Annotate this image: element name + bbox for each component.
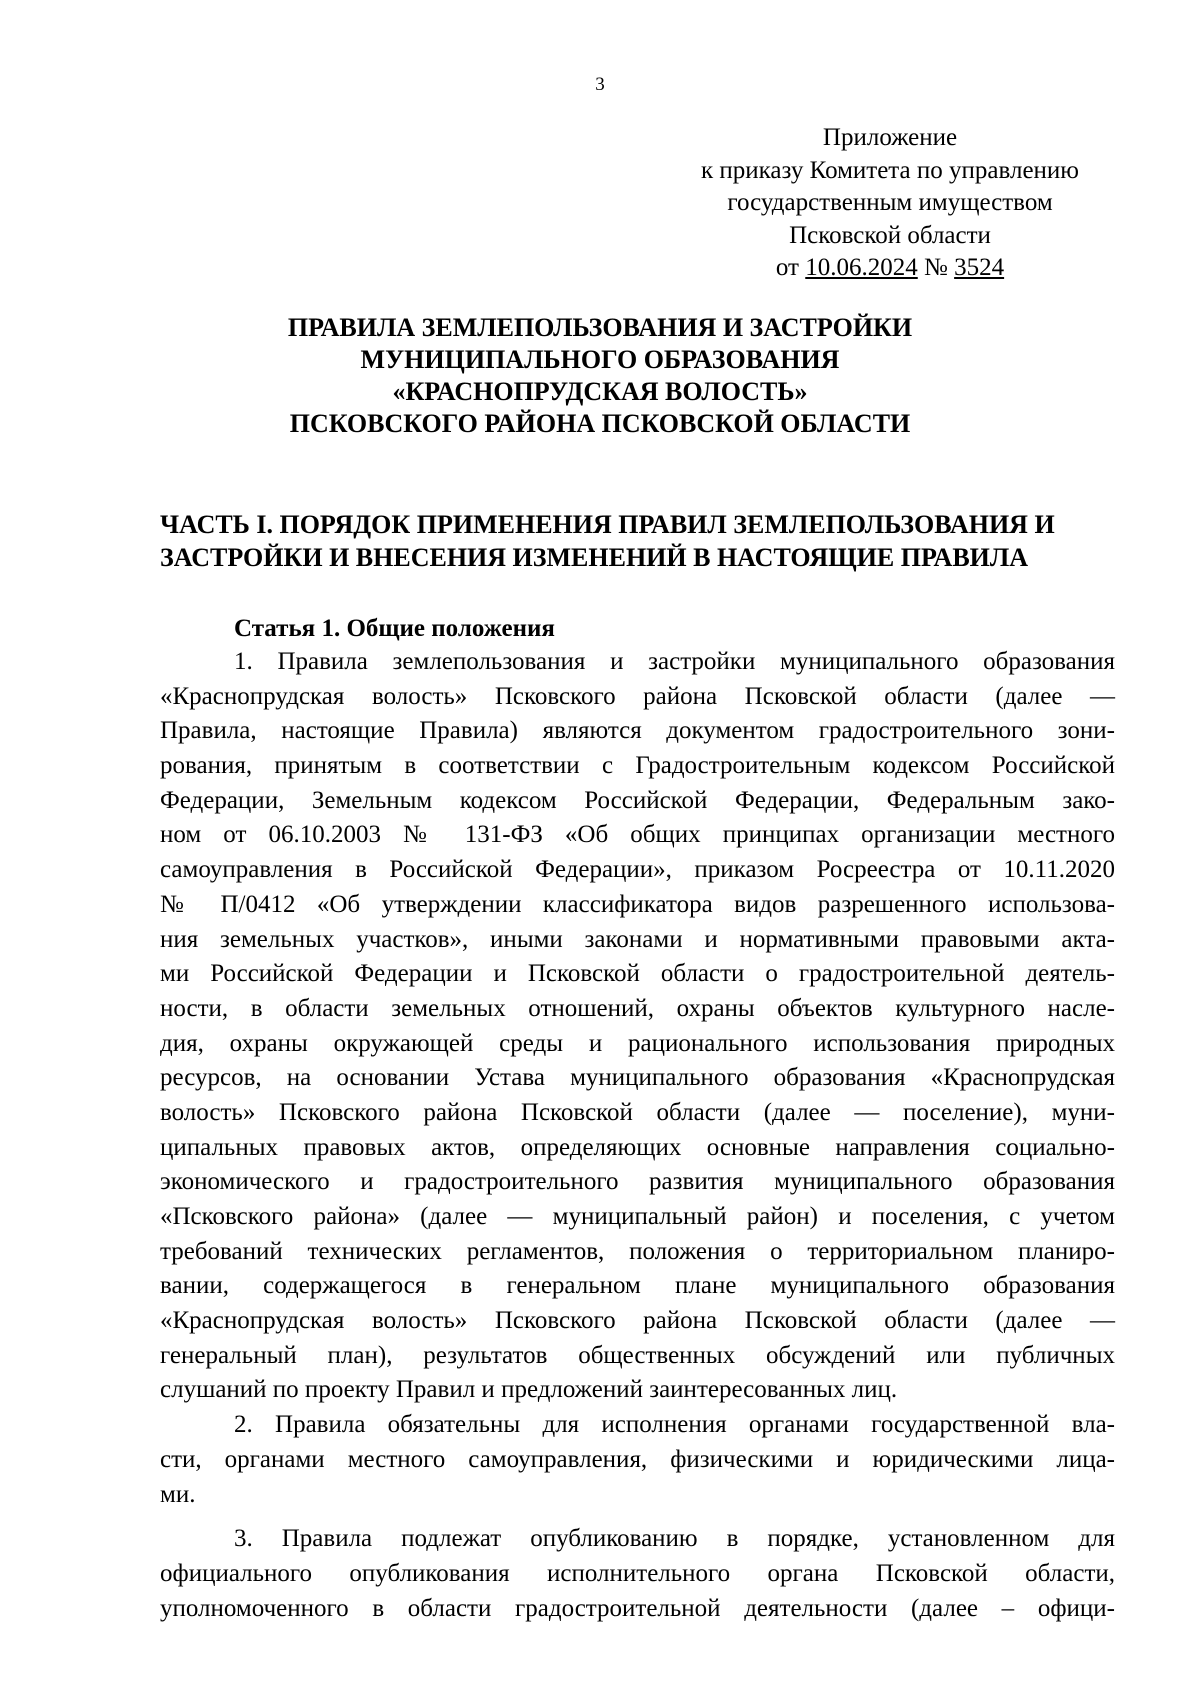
text-line: Федерации, Земельным кодексом Российской Федерации, Федеральным зако- — [160, 786, 1115, 814]
text-line: ния земельных участков», иными законами и нормативными правовыми акта- — [160, 925, 1115, 953]
paragraph-gap — [160, 1512, 1115, 1522]
part-title — [160, 508, 1150, 574]
page-number: 3 — [595, 74, 605, 95]
paragraph-3 — [160, 1522, 1115, 1626]
appendix-date-line — [650, 252, 1130, 285]
text-line: «Псковского района» (далее — муниципальный район) и поселения, с учетом — [160, 1203, 1115, 1230]
text-line: ми Российской Федерации и Псковской области о градостроительной деятель- — [160, 960, 1115, 988]
order-date: 10.06.2024 — [805, 254, 918, 281]
text-line: уполномоченного в области градостроительной деятельности (далее – офици- — [160, 1594, 1115, 1622]
text-line: Правила, настоящие Правила) являются документом градостроительного зони- — [160, 717, 1115, 745]
document-title — [150, 312, 1050, 440]
text-line: генеральный план), результатов общественных обсуждений или публичных — [160, 1341, 1115, 1369]
order-number: 3524 — [954, 254, 1005, 281]
text-line: «Краснопрудская волость» Псковского района Псковской области (далее — — [160, 1307, 1115, 1335]
text-line: 3. Правила подлежат опубликованию в порядке, установленном для — [234, 1525, 1115, 1553]
text-line: ми. — [160, 1480, 196, 1508]
text-line: «Краснопрудская волость» Псковского района Псковской области (далее — — [160, 682, 1115, 710]
number-prefix: № — [917, 254, 955, 281]
article-body — [160, 645, 1115, 1626]
appendix-line: Приложение — [822, 124, 958, 151]
text-line: вании, содержащегося в генеральном плане муниципального образования — [160, 1272, 1115, 1300]
text-line: требований технических регламентов, положения о территориальном планиро- — [160, 1237, 1115, 1265]
article-heading: Статья 1. Общие положения — [234, 615, 555, 642]
appendix-block — [650, 122, 1130, 285]
appendix-line: Псковской области — [789, 221, 991, 249]
text-line: ресурсов, на основании Устава муниципального образования «Краснопрудская — [160, 1064, 1115, 1092]
title-line: МУНИЦИПАЛЬНОГО ОБРАЗОВАНИЯ — [360, 345, 840, 374]
title-line: ПСКОВСКОГО РАЙОНА ПСКОВСКОЙ ОБЛАСТИ — [289, 409, 911, 438]
text-line: официального опубликования исполнительного органа Псковской области, — [160, 1559, 1115, 1587]
text-line: волость» Псковского района Псковской области (далее — поселение), муни- — [160, 1098, 1115, 1126]
part-title-line: ЗАСТРОЙКИ И ВНЕСЕНИЯ ИЗМЕНЕНИЙ В НАСТОЯЩИЕ ПРАВИЛА — [160, 543, 1029, 572]
text-line: № П/0412 «Об утверждении классификатора видов разрешенного использова- — [160, 890, 1115, 918]
paragraph-2 — [160, 1408, 1115, 1512]
text-line: 2. Правила обязательны для исполнения органами государственной вла- — [234, 1411, 1115, 1439]
text-line: сти, органами местного самоуправления, физическими и юридическими лица- — [160, 1445, 1115, 1473]
appendix-line: к приказу Комитета по управлению — [701, 156, 1079, 184]
title-line: «КРАСНОПРУДСКАЯ ВОЛОСТЬ» — [392, 377, 808, 406]
appendix-line: государственным имуществом — [727, 189, 1053, 216]
title-line: ПРАВИЛА ЗЕМЛЕПОЛЬЗОВАНИЯ И ЗАСТРОЙКИ — [287, 313, 913, 342]
text-line: экономического и градостроительного развития муниципального образования — [160, 1168, 1115, 1196]
text-line: ном от 06.10.2003 № 131-ФЗ «Об общих принципах организации местного — [160, 821, 1115, 849]
part-title-line: ЧАСТЬ I. ПОРЯДОК ПРИМЕНЕНИЯ ПРАВИЛ ЗЕМЛЕПОЛЬЗОВАНИЯ И — [160, 510, 1055, 539]
text-line: 1. Правила землепользования и застройки муниципального образования — [234, 648, 1115, 675]
date-prefix: от — [775, 254, 806, 281]
paragraph-1 — [160, 645, 1115, 1408]
text-line: ципальных правовых актов, определяющих основные направления социально- — [160, 1133, 1115, 1161]
text-line: ности, в области земельных отношений, охраны объектов культурного насле- — [160, 994, 1115, 1022]
text-line: самоуправления в Российской Федерации», приказом Росреестра от 10.11.2020 — [160, 856, 1115, 884]
text-line: дия, охраны окружающей среды и рационального использования природных — [160, 1029, 1115, 1057]
text-line: слушаний по проекту Правил и предложений заинтересованных лиц. — [160, 1376, 898, 1404]
text-line: рования, принятым в соответствии с Градостроительным кодексом Российской — [160, 752, 1115, 780]
